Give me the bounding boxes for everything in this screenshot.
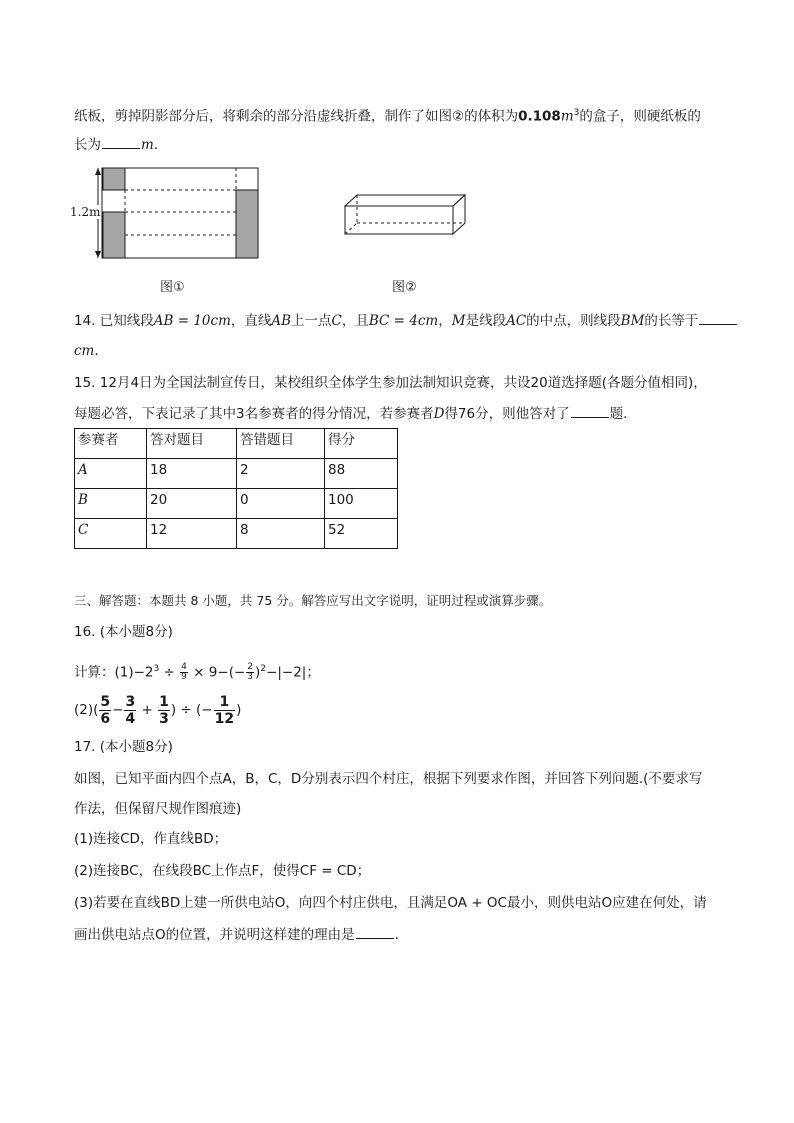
q15-line-2	[74, 404, 627, 424]
q14-line-2: cm.	[74, 343, 99, 359]
q14-text: ，	[438, 313, 452, 329]
q13-text: 的盒子，则硬纸板的	[579, 108, 701, 125]
table-header: 参赛者	[75, 429, 147, 459]
denominator: 3	[159, 710, 169, 727]
denominator: 4	[125, 710, 136, 727]
exponent: 3	[153, 664, 160, 674]
math-text: × 9−(−	[188, 664, 246, 681]
figure-1-caption: 图①	[160, 280, 185, 295]
q13-period: .	[153, 137, 159, 153]
table-cell: C	[75, 519, 147, 549]
q17-text: 画出供电站点O的位置，并说明这样建的理由是	[74, 927, 355, 943]
table-header-row	[75, 429, 398, 459]
table-cell: 88	[325, 459, 398, 489]
q14-line-1	[74, 311, 738, 331]
denominator: 3	[247, 672, 254, 682]
figure-2-box	[340, 192, 470, 240]
numerator: 1	[214, 694, 235, 711]
q14-math: M	[451, 313, 466, 329]
q13-unit: m	[141, 137, 154, 153]
q13-text: 纸板，剪掉阴影部分后，将剩余的部分沿虚线折叠，制作了如图②的体积为	[74, 108, 519, 125]
table-header: 得分	[325, 429, 398, 459]
q13-line-2	[74, 135, 158, 155]
math-text: (2)(	[74, 702, 99, 718]
table-header: 答错题目	[237, 429, 325, 459]
numerator: 4	[181, 662, 187, 672]
table-cell: 20	[147, 489, 237, 519]
table-cell: A	[75, 459, 147, 489]
fraction	[158, 694, 170, 727]
q17-step-3a: (3)若要在直线BD上建一所供电站O，向四个村庄供电，且满足OA + OC最小，则供电站O应建在何处，请	[74, 895, 707, 911]
math-text: )	[255, 664, 261, 681]
q14-math: AC	[506, 313, 527, 329]
q14-text: ，直线	[230, 313, 272, 329]
table-cell: 0	[237, 489, 325, 519]
q15-line-1: 15. 12月4日为全国法制宣传日，某校组织全体学生参加法制知识竞赛，共设20道选择题(各题分值相同)，	[74, 375, 707, 391]
score-table	[74, 428, 398, 549]
shaded-cut-right	[236, 190, 258, 258]
math-text: −	[112, 702, 124, 718]
box-front-face	[345, 206, 453, 234]
table-cell: 52	[325, 519, 398, 549]
q16-title: 16. (本小题8分)	[74, 624, 173, 640]
table-cell: 8	[237, 519, 325, 549]
box-top-face	[345, 195, 465, 206]
q14-math: AB	[271, 313, 292, 329]
height-label: 1.2m	[70, 205, 101, 219]
exponent: 2	[260, 664, 267, 674]
table-cell: 12	[147, 519, 237, 549]
fraction	[124, 694, 136, 727]
q14-math: AB = 10cm	[153, 313, 231, 329]
answer-blank[interactable]	[102, 136, 140, 149]
q17-step-2: (2)连接BC，在线段BC上作点F，使得CF = CD；	[74, 863, 371, 879]
denominator: 12	[214, 710, 235, 727]
numerator: 1	[159, 693, 169, 710]
fraction	[246, 663, 254, 682]
table-cell: B	[75, 489, 147, 519]
q17-intro-1: 如图，已知平面内四个点A，B，C，D分别表示四个村庄，根据下列要求作图，并回答下列问题.(不要求写	[74, 771, 703, 787]
section-3-heading: 三、解答题：本题共 8 小题，共 75 分。解答应写出文字说明，证明过程或演算步骤。	[74, 593, 552, 608]
q17-intro-2: 作法，但保留尺规作图痕迹)	[74, 801, 242, 817]
figure-2-caption: 图②	[392, 280, 417, 295]
q13-line-1	[74, 103, 701, 127]
q17-title: 17. (本小题8分)	[74, 739, 173, 755]
answer-blank[interactable]	[699, 312, 737, 325]
q14-text: 的中点，则线段	[526, 313, 621, 329]
math-text: 计算：(1)−2	[74, 664, 154, 681]
numerator: 5	[100, 693, 111, 710]
shaded-cut-bottom-left	[103, 212, 125, 258]
table-header: 答对题目	[147, 429, 237, 459]
table-cell: 2	[237, 459, 325, 489]
q13-unit-exp: 3	[573, 108, 580, 118]
q15-text: 每题必答，下表记录了其中3名参赛者的得分情况，若参赛者	[74, 406, 434, 422]
q17-step-1: (1)连接CD，作直线BD；	[74, 831, 228, 847]
q14-text: ，且	[341, 313, 369, 329]
q17-step-3b	[74, 925, 399, 945]
math-text: +	[137, 702, 158, 718]
answer-blank[interactable]	[356, 926, 394, 939]
q14-text: 14. 已知线段	[74, 313, 154, 329]
math-text: −|−2|；	[266, 664, 320, 681]
q14-math: C	[331, 313, 342, 329]
answer-blank[interactable]	[571, 405, 609, 418]
q14-text: 上一点	[291, 313, 332, 329]
denominator: 6	[100, 710, 111, 727]
arrow-down-icon	[95, 251, 101, 258]
math-text: ÷	[159, 664, 180, 681]
fraction	[180, 663, 188, 682]
q15-text: 题.	[609, 406, 628, 422]
table-cell: 100	[325, 489, 398, 519]
q13-volume: 0.108	[518, 108, 561, 125]
math-text: ) ÷ (−	[170, 702, 213, 718]
denominator: 9	[181, 672, 187, 682]
shaded-cut-top-left	[103, 168, 125, 190]
q15-text: 得76分，则他答对了	[444, 406, 570, 422]
numerator: 2	[247, 662, 254, 672]
math-text: )	[236, 702, 242, 718]
fraction	[99, 694, 111, 727]
q14-text: 的长等于	[644, 313, 699, 329]
q13-text: 长为	[74, 137, 101, 153]
table-row	[75, 489, 398, 519]
arrow-up-icon	[95, 168, 101, 175]
table-row	[75, 459, 398, 489]
q15-math: D	[433, 406, 445, 422]
table-cell: 18	[147, 459, 237, 489]
hidden-edge	[345, 223, 357, 234]
q17-text: .	[394, 927, 399, 943]
table-row	[75, 519, 398, 549]
q16-calc-1	[74, 656, 320, 682]
figure-1-cardboard	[70, 160, 270, 265]
q16-calc-2	[74, 692, 241, 728]
q14-text: 是线段	[465, 313, 507, 329]
q14-math: BC = 4cm	[368, 313, 439, 329]
fraction	[214, 694, 235, 727]
numerator: 3	[125, 693, 136, 710]
q13-unit: m	[560, 108, 574, 125]
box-side-face	[453, 195, 465, 234]
q14-math: BM	[620, 313, 645, 329]
